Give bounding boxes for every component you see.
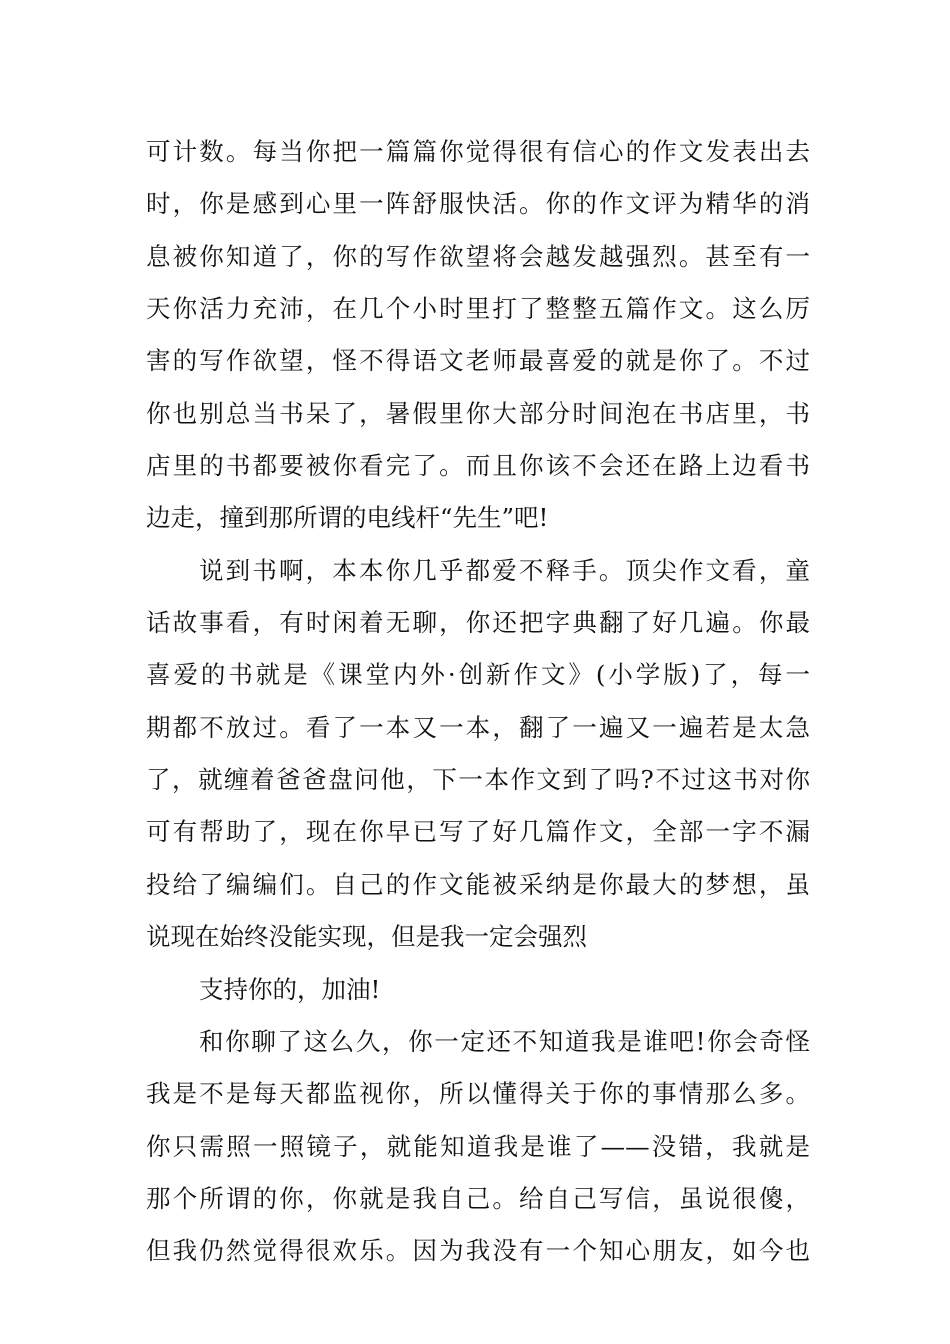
text-line: 可有帮助了，现在你早已写了好几篇作文，全部一字不漏 bbox=[146, 817, 810, 847]
text-line: 说到书啊，本本你几乎都爱不释手。顶尖作文看，童 bbox=[199, 555, 810, 585]
text-line: 边走，撞到那所谓的电线杆“先生”吧! bbox=[146, 503, 549, 533]
text-line: 但我仍然觉得很欢乐。因为我没有一个知心朋友，如今也 bbox=[146, 1236, 810, 1266]
text-line: 了，就缠着爸爸盘问他，下一本作文到了吗?不过这书对你 bbox=[146, 765, 810, 795]
text-line: 和你聊了这么久，你一定还不知道我是谁吧!你会奇怪 bbox=[199, 1026, 810, 1056]
text-line: 害的写作欲望，怪不得语文老师最喜爱的就是你了。不过 bbox=[146, 346, 810, 376]
text-line: 你只需照一照镜子，就能知道我是谁了——没错，我就是 bbox=[146, 1131, 810, 1161]
text-line: 天你活力充沛，在几个小时里打了整整五篇作文。这么厉 bbox=[146, 294, 810, 324]
text-line: 息被你知道了，你的写作欲望将会越发越强烈。甚至有一 bbox=[146, 241, 810, 271]
text-line: 支持你的，加油! bbox=[199, 974, 381, 1004]
text-line: 时，你是感到心里一阵舒服快活。你的作文评为精华的消 bbox=[146, 189, 810, 219]
text-line: 话故事看，有时闲着无聊，你还把字典翻了好几遍。你最 bbox=[146, 608, 810, 638]
text-line: 那个所谓的你，你就是我自己。给自己写信，虽说很傻， bbox=[146, 1183, 810, 1213]
text-line: 投给了编编们。自己的作文能被采纳是你最大的梦想，虽 bbox=[146, 869, 810, 899]
text-line: 店里的书都要被你看完了。而且你该不会还在路上边看书 bbox=[146, 451, 810, 481]
text-line: 说现在始终没能实现，但是我一定会强烈 bbox=[146, 922, 587, 952]
body-text bbox=[146, 126, 810, 1278]
text-line: 我是不是每天都监视你，所以懂得关于你的事情那么多。 bbox=[146, 1079, 810, 1109]
text-line: 你也别总当书呆了，暑假里你大部分时间泡在书店里，书 bbox=[146, 398, 810, 428]
text-line: 期都不放过。看了一本又一本，翻了一遍又一遍若是太急 bbox=[146, 712, 810, 742]
text-line: 喜爱的书就是《课堂内外·创新作文》(小学版)了，每一 bbox=[146, 660, 810, 690]
text-line: 可计数。每当你把一篇篇你觉得很有信心的作文发表出去 bbox=[146, 137, 810, 166]
